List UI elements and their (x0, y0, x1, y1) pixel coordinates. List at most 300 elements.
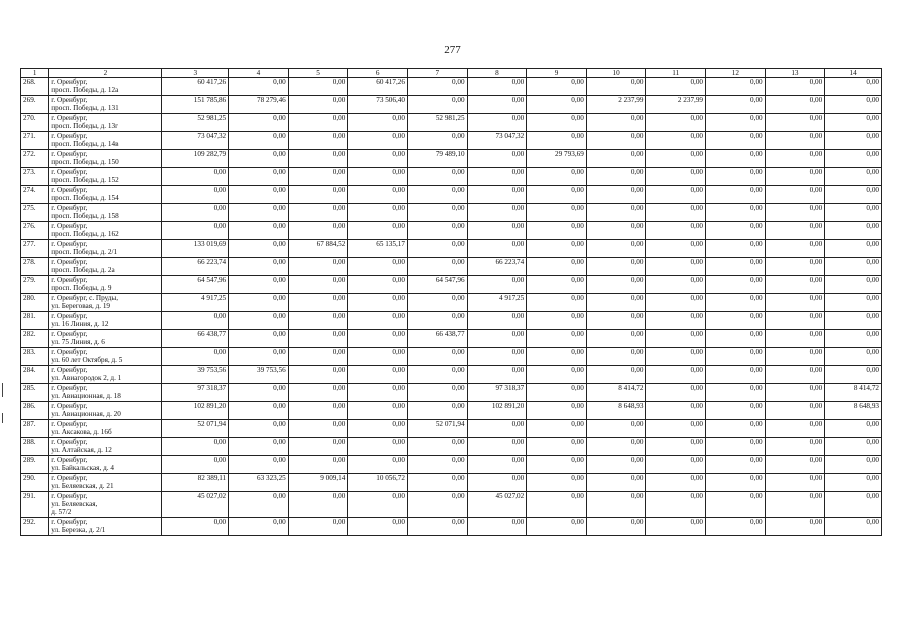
value-cell: 0,00 (765, 168, 825, 186)
value-cell: 0,00 (288, 384, 348, 402)
table-row (21, 474, 882, 492)
table-row (21, 312, 882, 330)
value-cell: 0,00 (646, 384, 706, 402)
value-cell: 0,00 (646, 150, 706, 168)
value-cell: 52 071,94 (162, 420, 229, 438)
value-cell: 0,00 (825, 258, 882, 276)
value-cell: 0,00 (229, 132, 289, 150)
address-line: г. Оренбург, (51, 330, 88, 338)
value-cell: 0,00 (586, 518, 646, 536)
value-cell: 0,00 (229, 258, 289, 276)
row-number: 270. (21, 114, 49, 132)
value-cell: 0,00 (348, 204, 408, 222)
value-cell: 8 648,93 (586, 402, 646, 420)
value-cell: 0,00 (288, 222, 348, 240)
value-cell: 2 237,99 (586, 96, 646, 114)
value-cell: 0,00 (765, 150, 825, 168)
value-cell: 0,00 (467, 240, 527, 258)
value-cell: 52 071,94 (407, 420, 467, 438)
table-row (21, 204, 882, 222)
value-cell: 133 019,69 (162, 240, 229, 258)
column-header: 9 (527, 69, 587, 78)
value-cell: 0,00 (288, 518, 348, 536)
value-cell: 0,00 (407, 96, 467, 114)
value-cell: 0,00 (825, 186, 882, 204)
value-cell: 39 753,56 (229, 366, 289, 384)
column-header: 2 (49, 69, 162, 78)
value-cell: 0,00 (407, 132, 467, 150)
address-line: просп. Победы, д. 150 (51, 158, 119, 166)
value-cell: 102 891,20 (467, 402, 527, 420)
value-cell: 0,00 (706, 518, 766, 536)
value-cell: 0,00 (162, 312, 229, 330)
value-cell: 0,00 (467, 456, 527, 474)
value-cell: 63 323,25 (229, 474, 289, 492)
row-number: 277. (21, 240, 49, 258)
table-row (21, 330, 882, 348)
value-cell: 0,00 (288, 438, 348, 456)
value-cell: 0,00 (527, 492, 587, 518)
address-line: г. Оренбург, (51, 492, 88, 500)
address-cell (49, 96, 162, 114)
value-cell: 0,00 (706, 150, 766, 168)
value-cell: 0,00 (348, 150, 408, 168)
value-cell: 66 438,77 (407, 330, 467, 348)
address-line: просп. Победы, д. 131 (51, 104, 119, 112)
value-cell: 0,00 (527, 132, 587, 150)
table-row (21, 420, 882, 438)
value-cell: 0,00 (229, 204, 289, 222)
address-line: ул. Береговая, д. 19 (51, 302, 111, 310)
address-cell (49, 366, 162, 384)
address-line: просп. Победы, д. 2/1 (51, 248, 118, 256)
value-cell: 0,00 (765, 348, 825, 366)
table-row (21, 456, 882, 474)
value-cell: 0,00 (825, 474, 882, 492)
value-cell: 0,00 (407, 438, 467, 456)
address-line: ул. Беляевская, д. 21 (51, 482, 114, 490)
value-cell: 0,00 (706, 294, 766, 312)
value-cell: 0,00 (348, 518, 408, 536)
table-row (21, 348, 882, 366)
value-cell: 0,00 (825, 456, 882, 474)
address-line: г. Оренбург, (51, 384, 88, 392)
value-cell: 0,00 (407, 258, 467, 276)
value-cell: 0,00 (162, 186, 229, 204)
value-cell: 0,00 (407, 312, 467, 330)
address-line: г. Оренбург, (51, 222, 88, 230)
address-line: г. Оренбург, с. Пруды, (51, 294, 119, 302)
address-line: г. Оренбург, (51, 456, 88, 464)
value-cell: 0,00 (825, 96, 882, 114)
address-cell (49, 312, 162, 330)
value-cell: 0,00 (765, 456, 825, 474)
value-cell: 0,00 (706, 330, 766, 348)
value-cell: 52 981,25 (407, 114, 467, 132)
value-cell: 0,00 (348, 456, 408, 474)
address-cell (49, 114, 162, 132)
value-cell: 0,00 (467, 366, 527, 384)
address-line: г. Оренбург, (51, 438, 88, 446)
value-cell: 0,00 (527, 186, 587, 204)
value-cell: 0,00 (527, 96, 587, 114)
value-cell: 0,00 (765, 222, 825, 240)
value-cell: 0,00 (407, 366, 467, 384)
row-number: 281. (21, 312, 49, 330)
value-cell: 0,00 (288, 456, 348, 474)
value-cell: 0,00 (825, 518, 882, 536)
value-cell: 0,00 (706, 222, 766, 240)
value-cell: 0,00 (646, 168, 706, 186)
value-cell: 0,00 (288, 294, 348, 312)
column-header: 10 (586, 69, 646, 78)
value-cell: 0,00 (825, 420, 882, 438)
value-cell: 0,00 (646, 492, 706, 518)
value-cell: 0,00 (586, 492, 646, 518)
value-cell: 0,00 (229, 294, 289, 312)
value-cell: 0,00 (825, 294, 882, 312)
column-header: 12 (706, 69, 766, 78)
value-cell: 0,00 (348, 348, 408, 366)
value-cell: 0,00 (586, 240, 646, 258)
value-cell: 0,00 (467, 204, 527, 222)
value-cell: 0,00 (527, 204, 587, 222)
value-cell: 0,00 (646, 114, 706, 132)
value-cell: 0,00 (407, 222, 467, 240)
address-line: г. Оренбург, (51, 168, 88, 176)
scan-edge-mark (2, 383, 3, 397)
value-cell: 0,00 (646, 402, 706, 420)
value-cell: 0,00 (706, 384, 766, 402)
value-cell: 0,00 (288, 492, 348, 518)
value-cell: 0,00 (765, 366, 825, 384)
value-cell: 0,00 (825, 312, 882, 330)
value-cell: 0,00 (229, 384, 289, 402)
address-cell (49, 204, 162, 222)
value-cell: 0,00 (407, 456, 467, 474)
page-number: 277 (444, 44, 461, 56)
value-cell: 0,00 (706, 438, 766, 456)
value-cell: 0,00 (229, 276, 289, 294)
value-cell: 0,00 (348, 258, 408, 276)
address-line: просп. Победы, д. 12а (51, 86, 119, 94)
value-cell: 66 438,77 (162, 330, 229, 348)
value-cell: 102 891,20 (162, 402, 229, 420)
value-cell: 0,00 (348, 492, 408, 518)
value-cell: 0,00 (706, 420, 766, 438)
value-cell: 0,00 (765, 114, 825, 132)
value-cell: 66 223,74 (162, 258, 229, 276)
column-header: 5 (288, 69, 348, 78)
value-cell: 0,00 (288, 402, 348, 420)
value-cell: 0,00 (586, 114, 646, 132)
address-line: г. Оренбург, (51, 240, 88, 248)
value-cell: 109 282,79 (162, 150, 229, 168)
value-cell: 0,00 (825, 366, 882, 384)
value-cell: 0,00 (527, 402, 587, 420)
row-number: 291. (21, 492, 49, 518)
value-cell: 0,00 (706, 366, 766, 384)
table-row (21, 438, 882, 456)
value-cell: 0,00 (706, 258, 766, 276)
address-cell (49, 474, 162, 492)
value-cell: 0,00 (586, 78, 646, 96)
row-number: 273. (21, 168, 49, 186)
table-row (21, 366, 882, 384)
row-number: 276. (21, 222, 49, 240)
address-cell (49, 492, 162, 518)
row-number: 269. (21, 96, 49, 114)
value-cell: 0,00 (162, 438, 229, 456)
value-cell: 0,00 (348, 438, 408, 456)
value-cell: 0,00 (348, 114, 408, 132)
value-cell: 0,00 (527, 348, 587, 366)
value-cell: 0,00 (229, 150, 289, 168)
value-cell: 0,00 (586, 258, 646, 276)
address-cell (49, 276, 162, 294)
value-cell: 0,00 (527, 456, 587, 474)
address-line: ул. 16 Линия, д. 12 (51, 320, 109, 328)
value-cell: 0,00 (706, 114, 766, 132)
value-cell: 0,00 (825, 78, 882, 96)
value-cell: 0,00 (706, 96, 766, 114)
value-cell: 0,00 (765, 402, 825, 420)
value-cell: 0,00 (348, 420, 408, 438)
value-cell: 0,00 (825, 348, 882, 366)
address-line: г. Оренбург, (51, 186, 88, 194)
value-cell: 0,00 (646, 312, 706, 330)
value-cell: 0,00 (765, 492, 825, 518)
address-line: просп. Победы, д. 9 (51, 284, 112, 292)
value-cell: 60 417,26 (162, 78, 229, 96)
value-cell: 0,00 (229, 438, 289, 456)
value-cell: 0,00 (765, 518, 825, 536)
value-cell: 0,00 (288, 312, 348, 330)
value-cell: 0,00 (706, 168, 766, 186)
value-cell: 0,00 (527, 168, 587, 186)
value-cell: 0,00 (348, 294, 408, 312)
table-row (21, 96, 882, 114)
value-cell: 10 056,72 (348, 474, 408, 492)
value-cell: 0,00 (825, 276, 882, 294)
row-number: 278. (21, 258, 49, 276)
table-row (21, 222, 882, 240)
value-cell: 0,00 (646, 204, 706, 222)
value-cell: 0,00 (646, 78, 706, 96)
row-number: 287. (21, 420, 49, 438)
value-cell: 39 753,56 (162, 366, 229, 384)
value-cell: 0,00 (527, 240, 587, 258)
value-cell: 0,00 (765, 312, 825, 330)
table-row (21, 114, 882, 132)
value-cell: 0,00 (348, 330, 408, 348)
value-cell: 0,00 (706, 204, 766, 222)
value-cell: 0,00 (527, 276, 587, 294)
value-cell: 0,00 (229, 114, 289, 132)
value-cell: 0,00 (288, 204, 348, 222)
value-cell: 60 417,26 (348, 78, 408, 96)
value-cell: 0,00 (407, 168, 467, 186)
value-cell: 0,00 (586, 330, 646, 348)
value-cell: 0,00 (825, 114, 882, 132)
value-cell: 0,00 (467, 330, 527, 348)
value-cell: 0,00 (527, 366, 587, 384)
address-line: г. Оренбург, (51, 348, 88, 356)
value-cell: 8 414,72 (586, 384, 646, 402)
value-cell: 0,00 (348, 276, 408, 294)
value-cell: 0,00 (586, 204, 646, 222)
address-cell (49, 420, 162, 438)
address-line: ул. Байкальская, д. 4 (51, 464, 114, 472)
value-cell: 0,00 (646, 240, 706, 258)
value-cell: 0,00 (348, 132, 408, 150)
address-line: г. Оренбург, (51, 114, 88, 122)
table-row (21, 186, 882, 204)
column-header: 11 (646, 69, 706, 78)
value-cell: 0,00 (407, 518, 467, 536)
value-cell: 0,00 (229, 492, 289, 518)
value-cell: 0,00 (646, 276, 706, 294)
address-line: ул. Авиационная, д. 20 (51, 410, 121, 418)
value-cell: 0,00 (646, 186, 706, 204)
address-line: г. Оренбург, (51, 132, 88, 140)
value-cell: 0,00 (467, 276, 527, 294)
row-number: 268. (21, 78, 49, 96)
value-cell: 0,00 (229, 402, 289, 420)
value-cell: 4 917,25 (467, 294, 527, 312)
value-cell: 0,00 (288, 420, 348, 438)
address-line: г. Оренбург, (51, 150, 88, 158)
value-cell: 0,00 (162, 348, 229, 366)
value-cell: 0,00 (288, 150, 348, 168)
value-cell: 0,00 (407, 204, 467, 222)
value-cell: 0,00 (527, 438, 587, 456)
value-cell: 0,00 (288, 132, 348, 150)
value-cell: 0,00 (467, 312, 527, 330)
address-cell (49, 258, 162, 276)
column-header: 6 (348, 69, 408, 78)
value-cell: 0,00 (288, 114, 348, 132)
value-cell: 0,00 (162, 222, 229, 240)
value-cell: 0,00 (825, 492, 882, 518)
value-cell: 0,00 (407, 348, 467, 366)
value-cell: 0,00 (527, 330, 587, 348)
value-cell: 67 884,52 (288, 240, 348, 258)
value-cell: 0,00 (229, 186, 289, 204)
value-cell: 0,00 (825, 204, 882, 222)
value-cell: 0,00 (467, 150, 527, 168)
value-cell: 0,00 (586, 294, 646, 312)
table-body (21, 78, 882, 536)
value-cell: 0,00 (646, 258, 706, 276)
address-cell (49, 384, 162, 402)
address-line: просп. Победы, д. 152 (51, 176, 119, 184)
value-cell: 0,00 (527, 474, 587, 492)
value-cell: 0,00 (706, 132, 766, 150)
value-cell: 0,00 (646, 518, 706, 536)
value-cell: 0,00 (467, 222, 527, 240)
value-cell: 0,00 (162, 518, 229, 536)
value-cell: 0,00 (288, 78, 348, 96)
value-cell: 0,00 (229, 78, 289, 96)
value-cell: 9 009,14 (288, 474, 348, 492)
value-cell: 82 389,11 (162, 474, 229, 492)
value-cell: 0,00 (407, 294, 467, 312)
value-cell: 0,00 (288, 96, 348, 114)
value-cell: 0,00 (288, 348, 348, 366)
row-number: 286. (21, 402, 49, 420)
value-cell: 78 279,46 (229, 96, 289, 114)
value-cell: 73 047,32 (162, 132, 229, 150)
value-cell: 0,00 (407, 492, 467, 518)
address-cell (49, 240, 162, 258)
value-cell: 0,00 (825, 150, 882, 168)
address-line: г. Оренбург, (51, 258, 88, 266)
row-number: 289. (21, 456, 49, 474)
address-line: ул. Беляевская, (51, 500, 98, 508)
address-line: г. Оренбург, (51, 518, 88, 526)
address-cell (49, 348, 162, 366)
value-cell: 0,00 (765, 438, 825, 456)
value-cell: 0,00 (706, 78, 766, 96)
row-number: 284. (21, 366, 49, 384)
value-cell: 0,00 (407, 186, 467, 204)
value-cell: 0,00 (586, 312, 646, 330)
value-cell: 0,00 (765, 204, 825, 222)
row-number: 280. (21, 294, 49, 312)
value-cell: 0,00 (825, 240, 882, 258)
value-cell: 0,00 (825, 330, 882, 348)
value-cell: 52 981,25 (162, 114, 229, 132)
value-cell: 2 237,99 (646, 96, 706, 114)
value-cell: 0,00 (586, 348, 646, 366)
value-cell: 0,00 (229, 312, 289, 330)
value-cell: 0,00 (706, 474, 766, 492)
value-cell: 0,00 (407, 402, 467, 420)
address-line: г. Оренбург, (51, 204, 88, 212)
value-cell: 0,00 (467, 474, 527, 492)
address-cell (49, 518, 162, 536)
address-line: ул. Алтайская, д. 12 (51, 446, 112, 454)
scan-edge-mark (2, 413, 3, 423)
value-cell: 0,00 (765, 276, 825, 294)
value-cell: 65 135,17 (348, 240, 408, 258)
row-number: 285. (21, 384, 49, 402)
table-row (21, 168, 882, 186)
value-cell: 0,00 (586, 456, 646, 474)
value-cell: 0,00 (467, 420, 527, 438)
value-cell: 0,00 (765, 132, 825, 150)
value-cell: 0,00 (348, 384, 408, 402)
value-cell: 0,00 (467, 438, 527, 456)
value-cell: 8 648,93 (825, 402, 882, 420)
address-cell (49, 132, 162, 150)
value-cell: 0,00 (586, 186, 646, 204)
data-table (20, 68, 882, 536)
address-line: просп. Победы, д. 13г (51, 122, 119, 130)
value-cell: 45 027,02 (467, 492, 527, 518)
address-line: г. Оренбург, (51, 96, 88, 104)
column-header: 8 (467, 69, 527, 78)
column-header: 7 (407, 69, 467, 78)
value-cell: 0,00 (825, 132, 882, 150)
value-cell: 64 547,96 (162, 276, 229, 294)
address-line: ул. Аксакова, д. 16б (51, 428, 112, 436)
value-cell: 0,00 (586, 276, 646, 294)
value-cell: 0,00 (646, 294, 706, 312)
value-cell: 0,00 (229, 240, 289, 258)
row-number: 290. (21, 474, 49, 492)
